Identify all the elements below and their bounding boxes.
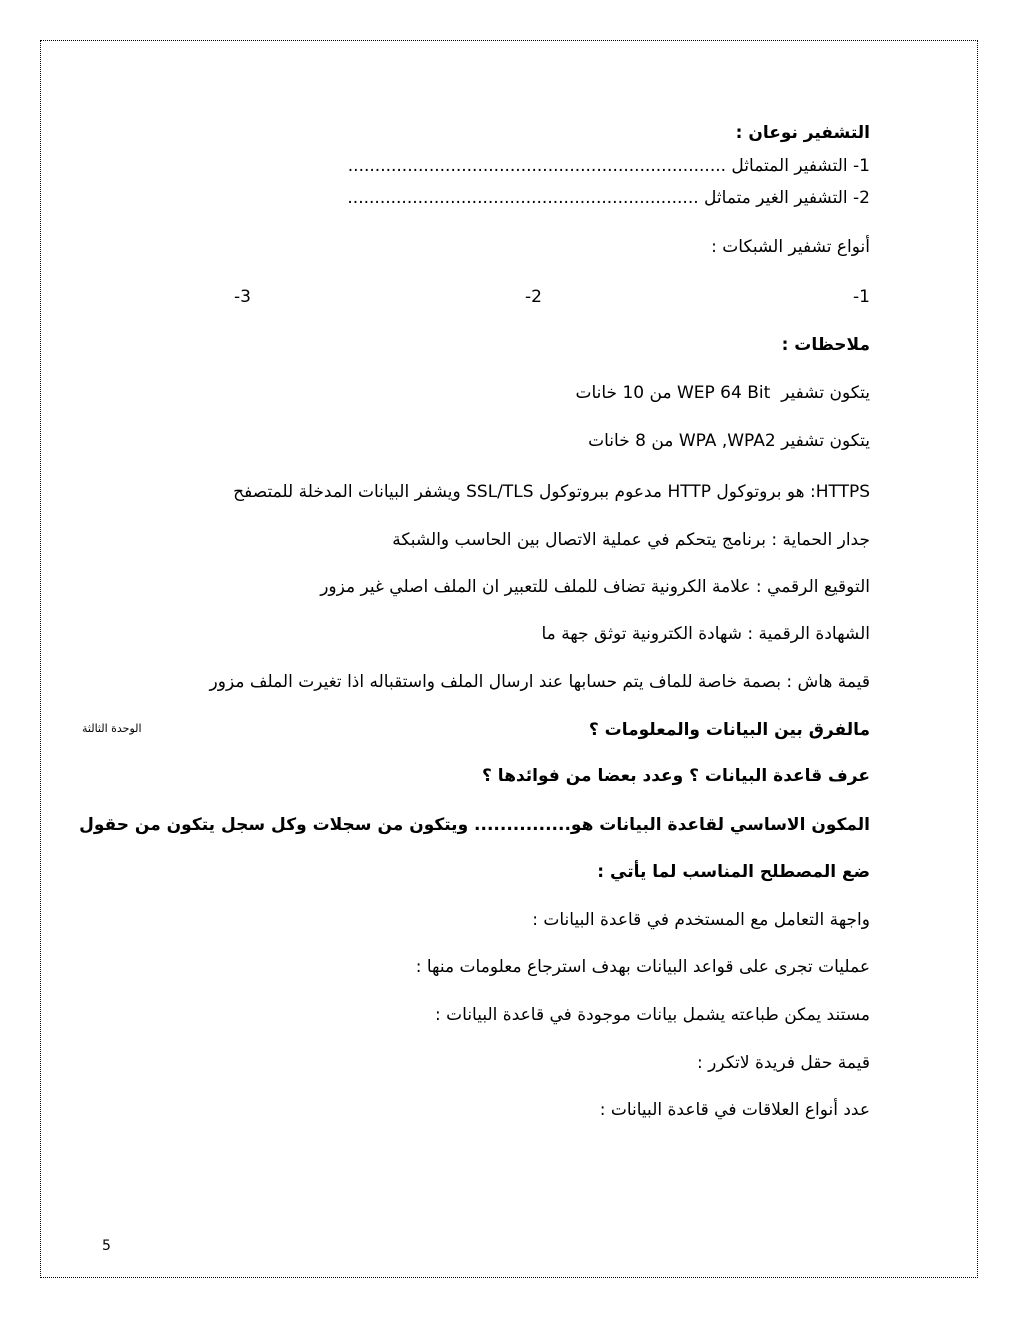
encryption-type-1: 1- التشفير المتماثل ......................................................................	[347, 156, 870, 176]
note-https-term: HTTPS	[815, 482, 870, 502]
definition-firewall: جدار الحماية : برنامج يتحكم في عملية الاتصال بين الحاسب والشبكة	[392, 530, 870, 550]
note-wpa-prefix: يتكون تشفير	[781, 431, 870, 451]
fill-blank-statement: المكون الاساسي لقاعدة البيانات هو............... ويتكون من سجلات وكل سجل يتكون من حقول	[79, 815, 870, 835]
term-item-1: واجهة التعامل مع المستخدم في قاعدة البيانات :	[532, 910, 870, 930]
term-item-3: مستند يمكن طباعته يشمل بيانات موجودة في قاعدة البيانات :	[435, 1005, 870, 1025]
note-wep-suffix: من 10 خانات	[575, 383, 672, 403]
note-https-part3: ويشفر البيانات المدخلة للمتصفح	[233, 482, 461, 502]
note-ssl-term: SSL/TLS	[466, 482, 534, 502]
note-wpa	[588, 430, 870, 452]
term-item-4: قيمة حقل فريدة لاتكرر :	[697, 1053, 870, 1073]
note-https-part2: مدعوم ببروتوكول	[538, 482, 663, 502]
note-wpa-term: WPA ,WPA2	[678, 431, 776, 451]
network-item-3: 3-	[234, 287, 251, 307]
term-item-5: عدد أنواع العلاقات في قاعدة البيانات :	[599, 1100, 870, 1120]
network-encryption-heading: أنواع تشفير الشبكات :	[711, 237, 870, 257]
notes-heading: ملاحظات :	[781, 335, 870, 355]
encryption-type-2: 2- التشفير الغير متماثل .................................................................	[347, 188, 870, 208]
definition-digital-certificate: الشهادة الرقمية : شهادة الكترونية توثق جهة ما	[541, 624, 870, 644]
note-http-term: HTTP	[667, 482, 711, 502]
network-item-1: 1-	[853, 287, 870, 307]
note-wep-prefix: يتكون تشفير	[781, 383, 870, 403]
page-number: 5	[102, 1238, 111, 1254]
term-item-2: عمليات تجرى على قواعد البيانات بهدف استرجاع معلومات منها :	[415, 957, 870, 977]
page-border	[40, 40, 978, 1278]
network-item-2: 2-	[525, 287, 542, 307]
note-wep	[575, 382, 870, 404]
term-heading: ضع المصطلح المناسب لما يأتي :	[597, 862, 870, 882]
question-difference: مالفرق بين البيانات والمعلومات ؟	[588, 720, 870, 740]
question-database: عرف قاعدة البيانات ؟ وعدد بعضا من فوائدها ؟	[482, 766, 870, 786]
note-https-part1: : هو بروتوكول	[716, 482, 816, 502]
unit-label: الوحدة الثالثة	[82, 722, 142, 735]
heading-encryption: التشفير نوعان :	[735, 123, 870, 143]
note-wpa-suffix: من 8 خانات	[588, 431, 674, 451]
note-https	[233, 481, 870, 503]
definition-hash-value: قيمة هاش : بصمة خاصة للماف يتم حسابها عند ارسال الملف واستقباله اذا تغيرت الملف مزور	[209, 672, 870, 692]
definition-digital-signature: التوقيع الرقمي : علامة الكرونية تضاف للملف للتعبير ان الملف اصلي غير مزور	[320, 577, 870, 597]
note-wep-term: WEP 64 Bit	[676, 383, 771, 403]
